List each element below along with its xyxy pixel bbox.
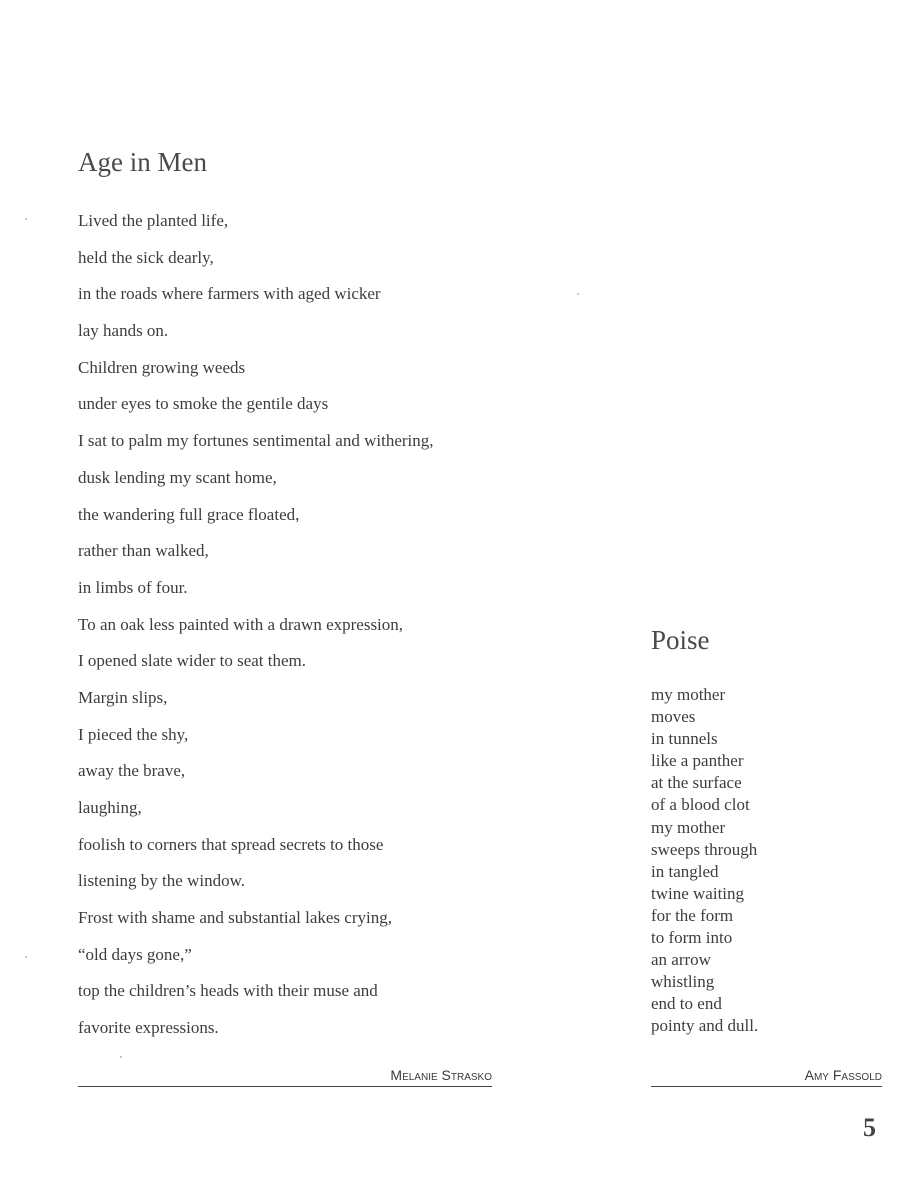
poem-line: away the brave, xyxy=(78,761,186,781)
poem-line: in tangled xyxy=(651,861,719,881)
poem-title-poise: Poise xyxy=(651,625,710,655)
poem-line: moves xyxy=(651,707,696,727)
poem-line: foolish to corners that spread secrets to those xyxy=(78,834,384,854)
poem-line: dusk lending my scant home, xyxy=(78,467,277,487)
poem-line: To an oak less painted with a drawn expression, xyxy=(78,614,404,634)
poem-line: whistling xyxy=(651,972,715,992)
poem-line: Children growing weeds xyxy=(78,357,246,377)
poem-line: sweeps through xyxy=(651,839,758,859)
poem-line: twine waiting xyxy=(651,883,745,903)
poem-line: under eyes to smoke the gentile days xyxy=(78,394,329,414)
poem-line: Margin slips, xyxy=(78,687,168,707)
poem-line: at the surface xyxy=(651,773,742,793)
poem-title-age-in-men: Age in Men xyxy=(78,147,207,177)
poem-line: I opened slate wider to seat them. xyxy=(78,651,307,671)
poem-line: the wandering full grace floated, xyxy=(78,504,300,524)
poem-line: favorite expressions. xyxy=(78,1018,219,1038)
poem-line: of a blood clot xyxy=(651,795,750,815)
page-number: 5 xyxy=(863,1113,876,1142)
poem-line: my mother xyxy=(651,817,726,837)
poem-line: for the form xyxy=(651,905,734,925)
poem-line: lay hands on. xyxy=(78,321,169,341)
poem-line: rather than walked, xyxy=(78,541,209,561)
author-byline-amy-fassold: Amy Fassold xyxy=(651,1066,882,1087)
poem-line: like a panther xyxy=(651,751,744,771)
poem-line: “old days gone,” xyxy=(78,944,192,964)
poem-line: to form into xyxy=(651,928,733,948)
scan-speck xyxy=(577,293,579,295)
poem-line: laughing, xyxy=(78,798,142,817)
poem-line: Frost with shame and substantial lakes crying, xyxy=(78,908,392,928)
scan-speck xyxy=(120,1056,122,1058)
scan-speck xyxy=(25,218,27,220)
poem-line: I sat to palm my fortunes sentimental and withering, xyxy=(78,431,434,451)
poem-line: I pieced the shy, xyxy=(78,724,189,744)
poem-line: in tunnels xyxy=(651,729,718,749)
scan-speck xyxy=(25,956,27,958)
poem-body-poise xyxy=(651,684,758,1038)
poem-line: in limbs of four. xyxy=(78,577,188,597)
poem-line: top the children’s heads with their muse and xyxy=(78,981,378,1001)
poem-line: listening by the window. xyxy=(78,871,245,891)
poem-line: held the sick dearly, xyxy=(78,247,214,267)
poem-line: in the roads where farmers with aged wicker xyxy=(78,284,381,304)
poem-line: pointy and dull. xyxy=(651,1016,759,1036)
poem-line: an arrow xyxy=(651,950,711,970)
author-byline-melanie-strasko: Melanie Strasko xyxy=(78,1066,492,1087)
poem-line: Lived the planted life, xyxy=(78,211,229,230)
poem-line: my mother xyxy=(651,685,726,704)
poem-body-age-in-men xyxy=(78,203,434,1047)
poem-line: end to end xyxy=(651,994,722,1014)
